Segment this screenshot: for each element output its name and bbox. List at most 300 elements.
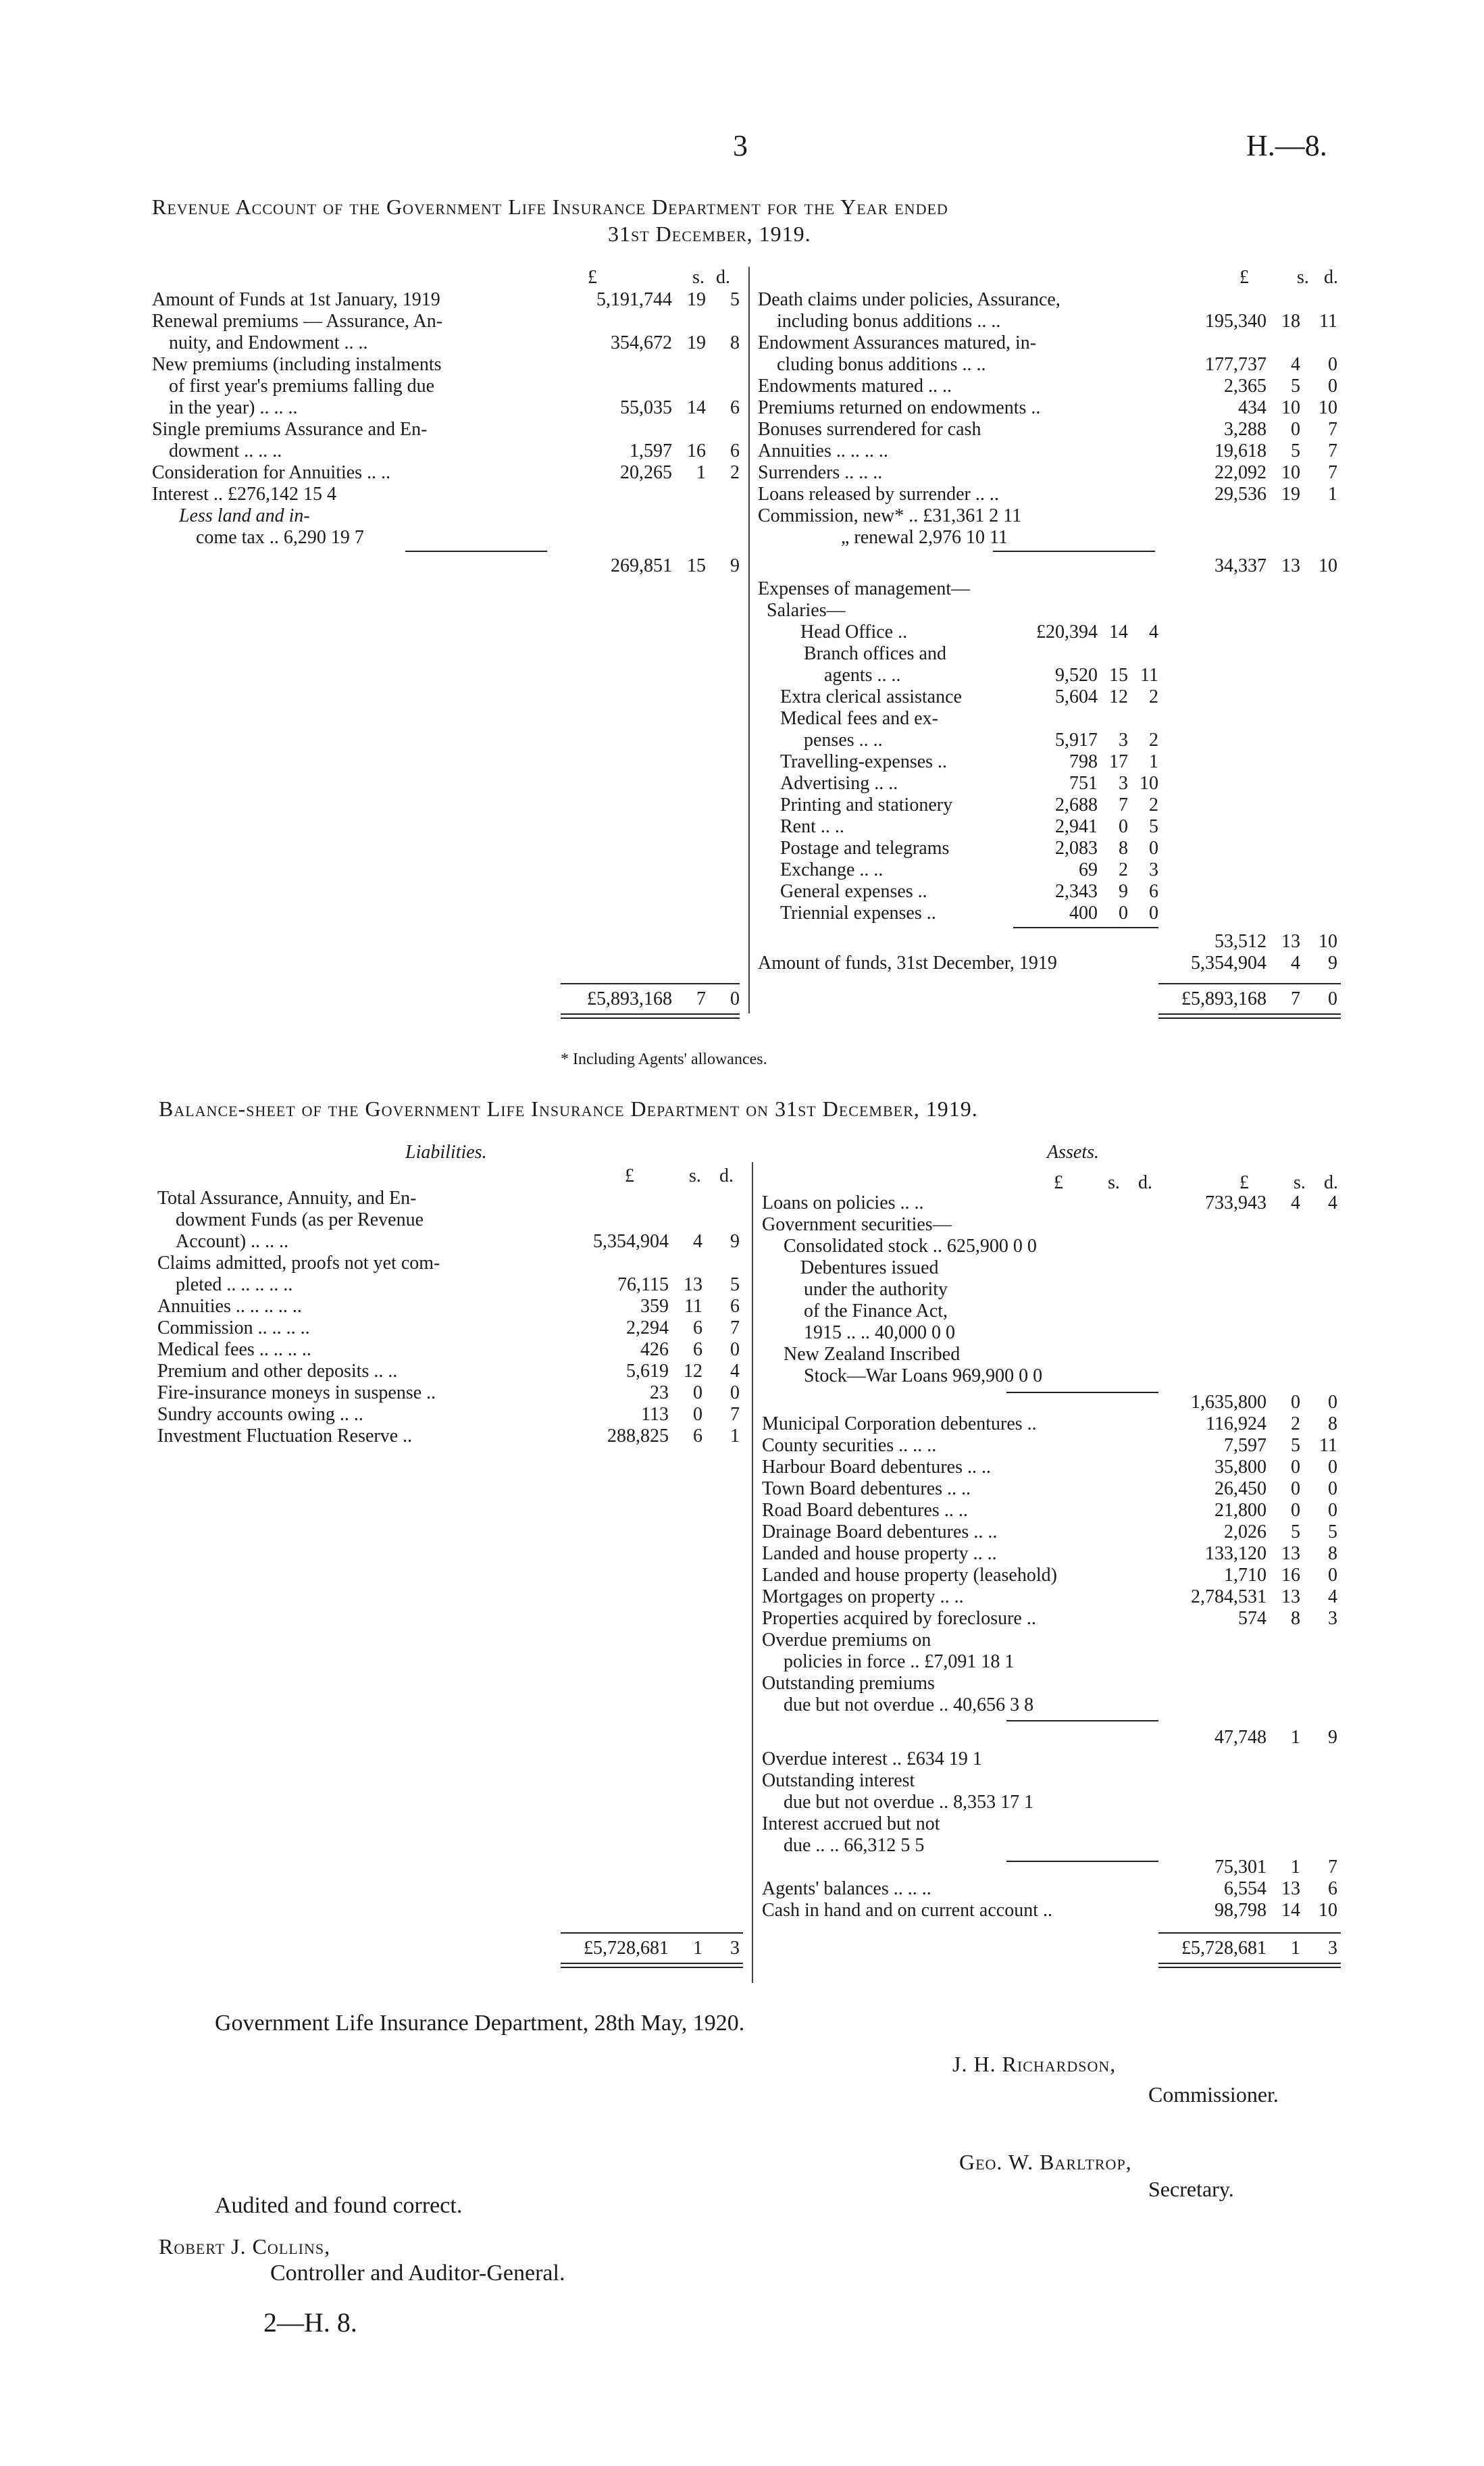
expenditure-d: 1: [1328, 484, 1337, 505]
expense-amount: 400: [1069, 903, 1098, 924]
expenditure-s: 18: [1281, 311, 1300, 332]
asset-s: 13: [1281, 1586, 1300, 1607]
department-date: Government Life Insurance Department, 28th May, 1920.: [215, 2011, 745, 2036]
expense-d: 4: [1149, 622, 1158, 643]
asset-d: 11: [1319, 1435, 1337, 1456]
expenses-total-d: 10: [1319, 931, 1337, 952]
expense-d: 6: [1149, 881, 1158, 902]
expense-s: 8: [1119, 838, 1128, 859]
expense-d: 1: [1149, 751, 1158, 772]
liability-row: Fire-insurance moneys in suspense ..: [157, 1382, 436, 1403]
asset-s: 4: [1291, 1192, 1300, 1213]
asset-row: Debentures issued: [800, 1257, 939, 1278]
interest-total-s: 1: [1291, 1857, 1300, 1878]
expense-row: Advertising .. ..: [780, 773, 898, 794]
expense-s: 15: [1109, 665, 1128, 686]
expense-row: Travelling-expenses ..: [780, 751, 948, 772]
auditor-name: Robert J. Collins,: [159, 2234, 331, 2259]
expense-row: penses .. ..: [804, 730, 883, 751]
expenditure-d: 11: [1319, 311, 1337, 332]
revenue-left-total-d: 0: [730, 988, 740, 1009]
asset-s: 5: [1291, 1521, 1300, 1542]
asset-amount: 35,800: [1214, 1457, 1266, 1478]
asset-s-header: s.: [1294, 1172, 1306, 1193]
expenditure-amount: 2,365: [1224, 376, 1266, 397]
revenue-right-d-header: d.: [1324, 267, 1338, 288]
liability-row: Premium and other deposits .. ..: [157, 1361, 398, 1382]
income-row: Renewal premiums — Assurance, An-: [152, 311, 443, 332]
revenue-right-s-header: s.: [1297, 267, 1309, 288]
revenue-left-d-header: d.: [716, 267, 730, 288]
liability-amount: 2,294: [626, 1317, 669, 1338]
income-row: Consideration for Annuities .. ..: [152, 462, 391, 483]
income-amount: 354,672: [611, 332, 672, 353]
document-reference: H.—8.: [1246, 129, 1327, 162]
asset-d: 5: [1328, 1521, 1337, 1542]
asset-amount: 98,798: [1214, 1900, 1266, 1921]
interest-net-s: 15: [687, 555, 706, 576]
assets-total-s: 1: [1291, 1938, 1300, 1959]
govt-total-d: 0: [1328, 1392, 1337, 1413]
asset-row: Properties acquired by foreclosure ..: [762, 1608, 1036, 1629]
assets-total-amount: £5,728,681: [1181, 1938, 1266, 1959]
funds-end-d: 9: [1328, 953, 1337, 974]
expense-d: 2: [1149, 730, 1158, 751]
asset-amount: 6,554: [1224, 1878, 1266, 1899]
revenue-right-total-amount: £5,893,168: [1181, 988, 1266, 1009]
income-d: 2: [730, 462, 740, 483]
expense-row: Extra clerical assistance: [780, 686, 962, 707]
liability-amount: 5,354,904: [593, 1231, 669, 1252]
asset-s: 14: [1281, 1900, 1300, 1921]
income-row: dowment .. .. ..: [169, 441, 282, 461]
liability-d: 0: [730, 1339, 740, 1360]
expense-row: Exchange .. ..: [780, 859, 884, 880]
subtotal-rule: [1006, 1720, 1158, 1721]
liability-s: 11: [684, 1296, 702, 1317]
govt-total-s: 0: [1291, 1392, 1300, 1413]
liability-amount: 76,115: [617, 1274, 669, 1295]
asset-amount: 2,026: [1224, 1521, 1266, 1542]
expense-amount: 2,343: [1055, 881, 1098, 902]
expenditure-amount: 195,340: [1205, 311, 1266, 332]
liability-d: 6: [730, 1296, 740, 1317]
expenses-total-s: 13: [1281, 931, 1300, 952]
asset-row: under the authority: [804, 1279, 948, 1300]
expenditure-amount: 177,737: [1205, 354, 1266, 375]
subtotal-rule: [993, 551, 1155, 552]
liability-d: 9: [730, 1231, 740, 1252]
income-s: 16: [687, 441, 706, 461]
revenue-right-total-d: 0: [1328, 988, 1337, 1009]
expenditure-row: „ renewal 2,976 10 11: [841, 527, 1008, 548]
expense-d: 5: [1149, 816, 1158, 837]
liability-s: 4: [693, 1231, 702, 1252]
asset-d: 0: [1328, 1478, 1337, 1499]
asset-d: 0: [1328, 1565, 1337, 1586]
expense-row: General expenses ..: [780, 881, 927, 902]
expense-row: Rent .. ..: [780, 816, 844, 837]
income-row: of first year's premiums falling due: [169, 376, 435, 397]
liab-d-header: d.: [719, 1165, 734, 1186]
expenditure-row: including bonus additions .. ..: [777, 311, 1001, 332]
liability-row: pleted .. .. .. .. ..: [176, 1274, 293, 1295]
revenue-right-total-s: 7: [1291, 988, 1300, 1009]
subtotal-rule: [405, 551, 547, 552]
subtotal-rule: [1006, 1392, 1158, 1393]
asset-row: Town Board debentures .. ..: [762, 1478, 971, 1499]
expenditure-row: Loans released by surrender .. ..: [758, 484, 999, 505]
expense-amount: 751: [1069, 773, 1098, 794]
expenditure-s: 19: [1281, 484, 1300, 505]
asset-row: Outstanding interest: [762, 1770, 915, 1791]
asset-amount: 2,784,531: [1191, 1586, 1266, 1607]
asset-s: 8: [1291, 1608, 1300, 1629]
total-double-rule: [1158, 1963, 1341, 1968]
asset-s: 13: [1281, 1543, 1300, 1564]
liability-amount: 113: [641, 1404, 669, 1425]
total-rule: [561, 1932, 743, 1934]
asset-row: Interest accrued but not: [762, 1813, 940, 1834]
commission-total-amount: 34,337: [1214, 555, 1266, 576]
asset-row: Drainage Board debentures .. ..: [762, 1521, 998, 1542]
expenditure-s: 4: [1291, 354, 1300, 375]
footnote: * Including Agents' allowances.: [561, 1051, 767, 1068]
expense-s: 12: [1109, 686, 1128, 707]
income-d: 6: [730, 397, 740, 418]
expense-amount: 5,604: [1055, 686, 1098, 707]
liability-amount: 426: [640, 1339, 669, 1360]
asset-amount: 116,924: [1206, 1413, 1266, 1434]
asset-row: Stock—War Loans 969,900 0 0: [804, 1365, 1043, 1386]
funds-end-s: 4: [1291, 953, 1300, 974]
subtotal-rule: [1013, 927, 1158, 928]
balance-sheet-title: Balance-sheet of the Government Life Insurance Department on 31st December, 1919.: [159, 1097, 978, 1121]
asset-sub-s-header: s.: [1108, 1172, 1120, 1193]
asset-row: Road Board debentures .. ..: [762, 1500, 968, 1521]
revenue-left-s-header: s.: [692, 267, 705, 288]
auditor-title: Controller and Auditor-General.: [270, 2261, 565, 2286]
salaries-heading: Salaries—: [767, 600, 846, 621]
income-s: 14: [687, 397, 706, 418]
total-rule: [1158, 983, 1341, 984]
asset-row: Agents' balances .. .. ..: [762, 1878, 931, 1899]
asset-row: due but not overdue .. 8,353 17 1: [784, 1792, 1034, 1813]
expense-row: Postage and telegrams: [780, 838, 950, 859]
total-double-rule: [561, 1963, 743, 1968]
liability-d: 5: [730, 1274, 740, 1295]
revenue-title-date: 31st December, 1919.: [608, 222, 811, 246]
expenses-heading: Expenses of management—: [758, 578, 971, 599]
expense-d: 11: [1140, 665, 1158, 686]
liability-d: 7: [730, 1317, 740, 1338]
expense-amount: 2,083: [1055, 838, 1098, 859]
funds-end-row: Amount of funds, 31st December, 1919: [758, 953, 1057, 974]
expenditure-d: 10: [1319, 397, 1337, 418]
asset-d: 4: [1328, 1192, 1337, 1213]
asset-row: of the Finance Act,: [804, 1301, 948, 1322]
asset-row: Loans on policies .. ..: [762, 1192, 924, 1213]
balance-divider: [752, 1162, 753, 1983]
premiums-total-d: 9: [1328, 1727, 1337, 1748]
liab-s-header: s.: [689, 1165, 701, 1186]
liability-s: 12: [684, 1361, 702, 1382]
assets-total-d: 3: [1328, 1938, 1337, 1959]
premiums-total-s: 1: [1291, 1727, 1300, 1748]
revenue-left-total-amount: £5,893,168: [587, 988, 672, 1009]
asset-amount: 26,450: [1214, 1478, 1266, 1499]
liability-d: 0: [730, 1382, 740, 1403]
asset-row: Mortgages on property .. ..: [762, 1586, 964, 1607]
liability-row: dowment Funds (as per Revenue: [176, 1209, 424, 1230]
asset-s: 2: [1291, 1413, 1300, 1434]
govt-total-amount: 1,635,800: [1191, 1392, 1266, 1413]
expense-row: Printing and stationery: [780, 795, 953, 815]
expense-amount: 9,520: [1055, 665, 1098, 686]
liability-row: Total Assurance, Annuity, and En-: [157, 1188, 417, 1209]
expense-d: 0: [1149, 903, 1158, 924]
expenditure-d: 0: [1328, 354, 1337, 375]
asset-amount: 133,120: [1205, 1543, 1266, 1564]
income-amount: 20,265: [620, 462, 672, 483]
asset-row: Outstanding premiums: [762, 1673, 935, 1694]
income-row: Interest .. £276,142 15 4: [152, 484, 336, 505]
asset-row: policies in force .. £7,091 18 1: [784, 1651, 1015, 1672]
expense-amount: £20,394: [1036, 622, 1098, 643]
expenditure-s: 5: [1291, 376, 1300, 397]
expense-s: 14: [1109, 622, 1128, 643]
liability-s: 6: [693, 1339, 702, 1360]
expense-amount: 798: [1069, 751, 1098, 772]
expense-s: 0: [1119, 816, 1128, 837]
liability-s: 6: [693, 1317, 702, 1338]
liability-row: Commission .. .. .. ..: [157, 1317, 310, 1338]
income-amount: 5,191,744: [596, 289, 672, 310]
income-amount: 55,035: [620, 397, 672, 418]
expenditure-d: 0: [1328, 376, 1337, 397]
liability-d: 7: [730, 1404, 740, 1425]
expenditure-row: Death claims under policies, Assurance,: [758, 289, 1060, 310]
interest-net-d: 9: [730, 555, 740, 576]
expense-d: 3: [1149, 859, 1158, 880]
asset-s: 5: [1291, 1435, 1300, 1456]
asset-d: 8: [1328, 1543, 1337, 1564]
expense-amount: 2,941: [1055, 816, 1098, 837]
liability-row: Account) .. .. ..: [176, 1231, 289, 1252]
signatory-title: Secretary.: [1148, 2177, 1234, 2201]
expenditure-row: Endowment Assurances matured, in-: [758, 332, 1037, 353]
interest-total-d: 7: [1328, 1857, 1337, 1878]
sheet-reference: 2—H. 8.: [263, 2307, 357, 2338]
asset-s: 16: [1281, 1565, 1300, 1586]
asset-row: due but not overdue .. 40,656 3 8: [784, 1694, 1034, 1715]
liabilities-total-amount: £5,728,681: [584, 1938, 669, 1959]
expense-amount: 5,917: [1055, 730, 1098, 751]
asset-d: 8: [1328, 1413, 1337, 1434]
income-s: 19: [687, 332, 706, 353]
income-row: Amount of Funds at 1st January, 1919: [152, 289, 440, 310]
liability-amount: 288,825: [607, 1426, 669, 1446]
asset-amount: 1,710: [1224, 1565, 1266, 1586]
asset-row: Overdue interest .. £634 19 1: [762, 1748, 982, 1769]
asset-amount: 7,597: [1224, 1435, 1266, 1456]
asset-amount: 574: [1238, 1608, 1266, 1629]
asset-s: 0: [1291, 1500, 1300, 1521]
expense-amount: 2,688: [1055, 795, 1098, 815]
asset-row: Government securities—: [762, 1214, 952, 1235]
liability-d: 4: [730, 1361, 740, 1382]
expense-s: 7: [1119, 795, 1128, 815]
income-d: 6: [730, 441, 740, 461]
asset-row: County securities .. .. ..: [762, 1435, 937, 1456]
asset-d: 0: [1328, 1457, 1337, 1478]
expenditure-d: 7: [1328, 419, 1337, 440]
liability-amount: 5,619: [626, 1361, 669, 1382]
total-rule: [561, 983, 740, 984]
total-double-rule: [1158, 1013, 1341, 1019]
interest-total-amount: 75,301: [1214, 1857, 1266, 1878]
income-amount: 1,597: [630, 441, 672, 461]
income-s: 1: [696, 462, 706, 483]
expenditure-s: 5: [1291, 441, 1300, 461]
revenue-left-pound-header: £: [588, 267, 597, 288]
asset-sub-d-header: d.: [1138, 1172, 1152, 1193]
expenditure-row: Commission, new* .. £31,361 2 11: [758, 505, 1022, 526]
asset-row: due .. .. 66,312 5 5: [784, 1835, 925, 1856]
expense-s: 0: [1119, 903, 1128, 924]
expense-s: 3: [1119, 773, 1128, 794]
asset-amount: 733,943: [1205, 1192, 1266, 1213]
liabilities-heading: Liabilities.: [405, 1142, 487, 1163]
liability-amount: 23: [650, 1382, 669, 1403]
expenditure-row: cluding bonus additions .. ..: [777, 354, 986, 375]
asset-s: 0: [1291, 1478, 1300, 1499]
premiums-total-amount: 47,748: [1214, 1727, 1266, 1748]
income-row: come tax .. 6,290 19 7: [196, 527, 364, 548]
signatory-title: Commissioner.: [1148, 2082, 1279, 2107]
liability-d: 1: [730, 1426, 740, 1446]
asset-d: 10: [1319, 1900, 1337, 1921]
liab-pound-header: £: [625, 1165, 634, 1186]
revenue-left-total-s: 7: [696, 988, 706, 1009]
income-row: nuity, and Endowment .. ..: [169, 332, 368, 353]
expenditure-d: 7: [1328, 462, 1337, 483]
liabilities-total-s: 1: [693, 1938, 702, 1959]
commission-total-s: 13: [1281, 555, 1300, 576]
page-number: 3: [733, 129, 748, 162]
liability-row: Annuities .. .. .. .. ..: [157, 1296, 302, 1317]
liability-s: 6: [693, 1426, 702, 1446]
income-row: Less land and in-: [179, 505, 310, 526]
asset-row: Cash in hand and on current account ..: [762, 1900, 1052, 1921]
expense-row: Medical fees and ex-: [780, 708, 938, 729]
expenditure-s: 0: [1291, 419, 1300, 440]
income-row: Single premiums Assurance and En-: [152, 419, 428, 440]
expenditure-row: Bonuses surrendered for cash: [758, 419, 981, 440]
expenditure-amount: 3,288: [1224, 419, 1266, 440]
expense-d: 0: [1149, 838, 1158, 859]
expenditure-s: 10: [1281, 397, 1300, 418]
liability-row: Medical fees .. .. .. ..: [157, 1339, 311, 1360]
asset-row: Harbour Board debentures .. ..: [762, 1457, 992, 1478]
revenue-divider: [748, 267, 750, 1013]
expense-s: 3: [1119, 730, 1128, 751]
signatory-name: Geo. W. Barltrop,: [959, 2150, 1132, 2174]
asset-row: New Zealand Inscribed: [784, 1344, 961, 1365]
asset-s: 0: [1291, 1457, 1300, 1478]
asset-d: 6: [1328, 1878, 1337, 1899]
expense-s: 2: [1119, 859, 1128, 880]
expenditure-row: Surrenders .. .. ..: [758, 462, 883, 483]
expenditure-amount: 29,536: [1214, 484, 1266, 505]
commission-total-d: 10: [1319, 555, 1337, 576]
interest-net-amount: 269,851: [611, 555, 672, 576]
total-rule: [1158, 1932, 1341, 1934]
asset-d-header: d.: [1324, 1172, 1338, 1193]
income-row: New premiums (including instalments: [152, 354, 442, 375]
income-s: 19: [687, 289, 706, 310]
subtotal-rule: [1006, 1861, 1158, 1862]
expense-s: 9: [1119, 881, 1128, 902]
income-d: 8: [730, 332, 740, 353]
liability-s: 0: [693, 1382, 702, 1403]
audited-statement: Audited and found correct.: [215, 2193, 463, 2218]
expenditure-amount: 19,618: [1214, 441, 1266, 461]
expense-row: Branch offices and: [804, 643, 946, 664]
asset-pound-header: £: [1239, 1172, 1249, 1193]
asset-row: Municipal Corporation debentures ..: [762, 1413, 1037, 1434]
revenue-title: Revenue Account of the Government Life Insurance Department for the Year ended: [152, 195, 948, 219]
expense-d: 2: [1149, 795, 1158, 815]
asset-d: 0: [1328, 1500, 1337, 1521]
funds-end-amount: 5,354,904: [1191, 953, 1266, 974]
expenditure-amount: 434: [1238, 397, 1266, 418]
liability-row: Investment Fluctuation Reserve ..: [157, 1426, 413, 1446]
asset-d: 4: [1328, 1586, 1337, 1607]
liability-s: 13: [684, 1274, 702, 1295]
expenditure-s: 10: [1281, 462, 1300, 483]
expense-d: 2: [1149, 686, 1158, 707]
income-row: in the year) .. .. ..: [169, 397, 298, 418]
expense-amount: 69: [1079, 859, 1098, 880]
asset-d: 3: [1328, 1608, 1337, 1629]
income-d: 5: [730, 289, 740, 310]
expenditure-row: Premiums returned on endowments ..: [758, 397, 1041, 418]
liability-amount: 359: [640, 1296, 669, 1317]
asset-row: Landed and house property .. ..: [762, 1543, 997, 1564]
assets-heading: Assets.: [1047, 1142, 1099, 1163]
signatory-name: J. H. Richardson,: [952, 2052, 1117, 2076]
asset-row: 1915 .. .. 40,000 0 0: [804, 1322, 955, 1343]
liability-row: Sundry accounts owing .. ..: [157, 1404, 363, 1425]
asset-s: 13: [1281, 1878, 1300, 1899]
expenditure-amount: 22,092: [1214, 462, 1266, 483]
asset-row: Consolidated stock .. 625,900 0 0: [784, 1236, 1037, 1257]
expenditure-row: Endowments matured .. ..: [758, 376, 952, 397]
expenditure-d: 7: [1328, 441, 1337, 461]
expense-row: Triennial expenses ..: [780, 903, 936, 924]
liability-row: Claims admitted, proofs not yet com-: [157, 1253, 440, 1274]
revenue-right-pound-header: £: [1239, 267, 1249, 288]
expenditure-row: Annuities .. .. .. ..: [758, 441, 888, 461]
expenses-total-amount: 53,512: [1214, 931, 1266, 952]
expense-row: Head Office ..: [800, 622, 908, 643]
asset-row: Landed and house property (leasehold): [762, 1565, 1057, 1586]
liability-s: 0: [693, 1404, 702, 1425]
expense-row: agents .. ..: [824, 665, 901, 686]
total-double-rule: [561, 1013, 740, 1019]
asset-amount: 21,800: [1214, 1500, 1266, 1521]
